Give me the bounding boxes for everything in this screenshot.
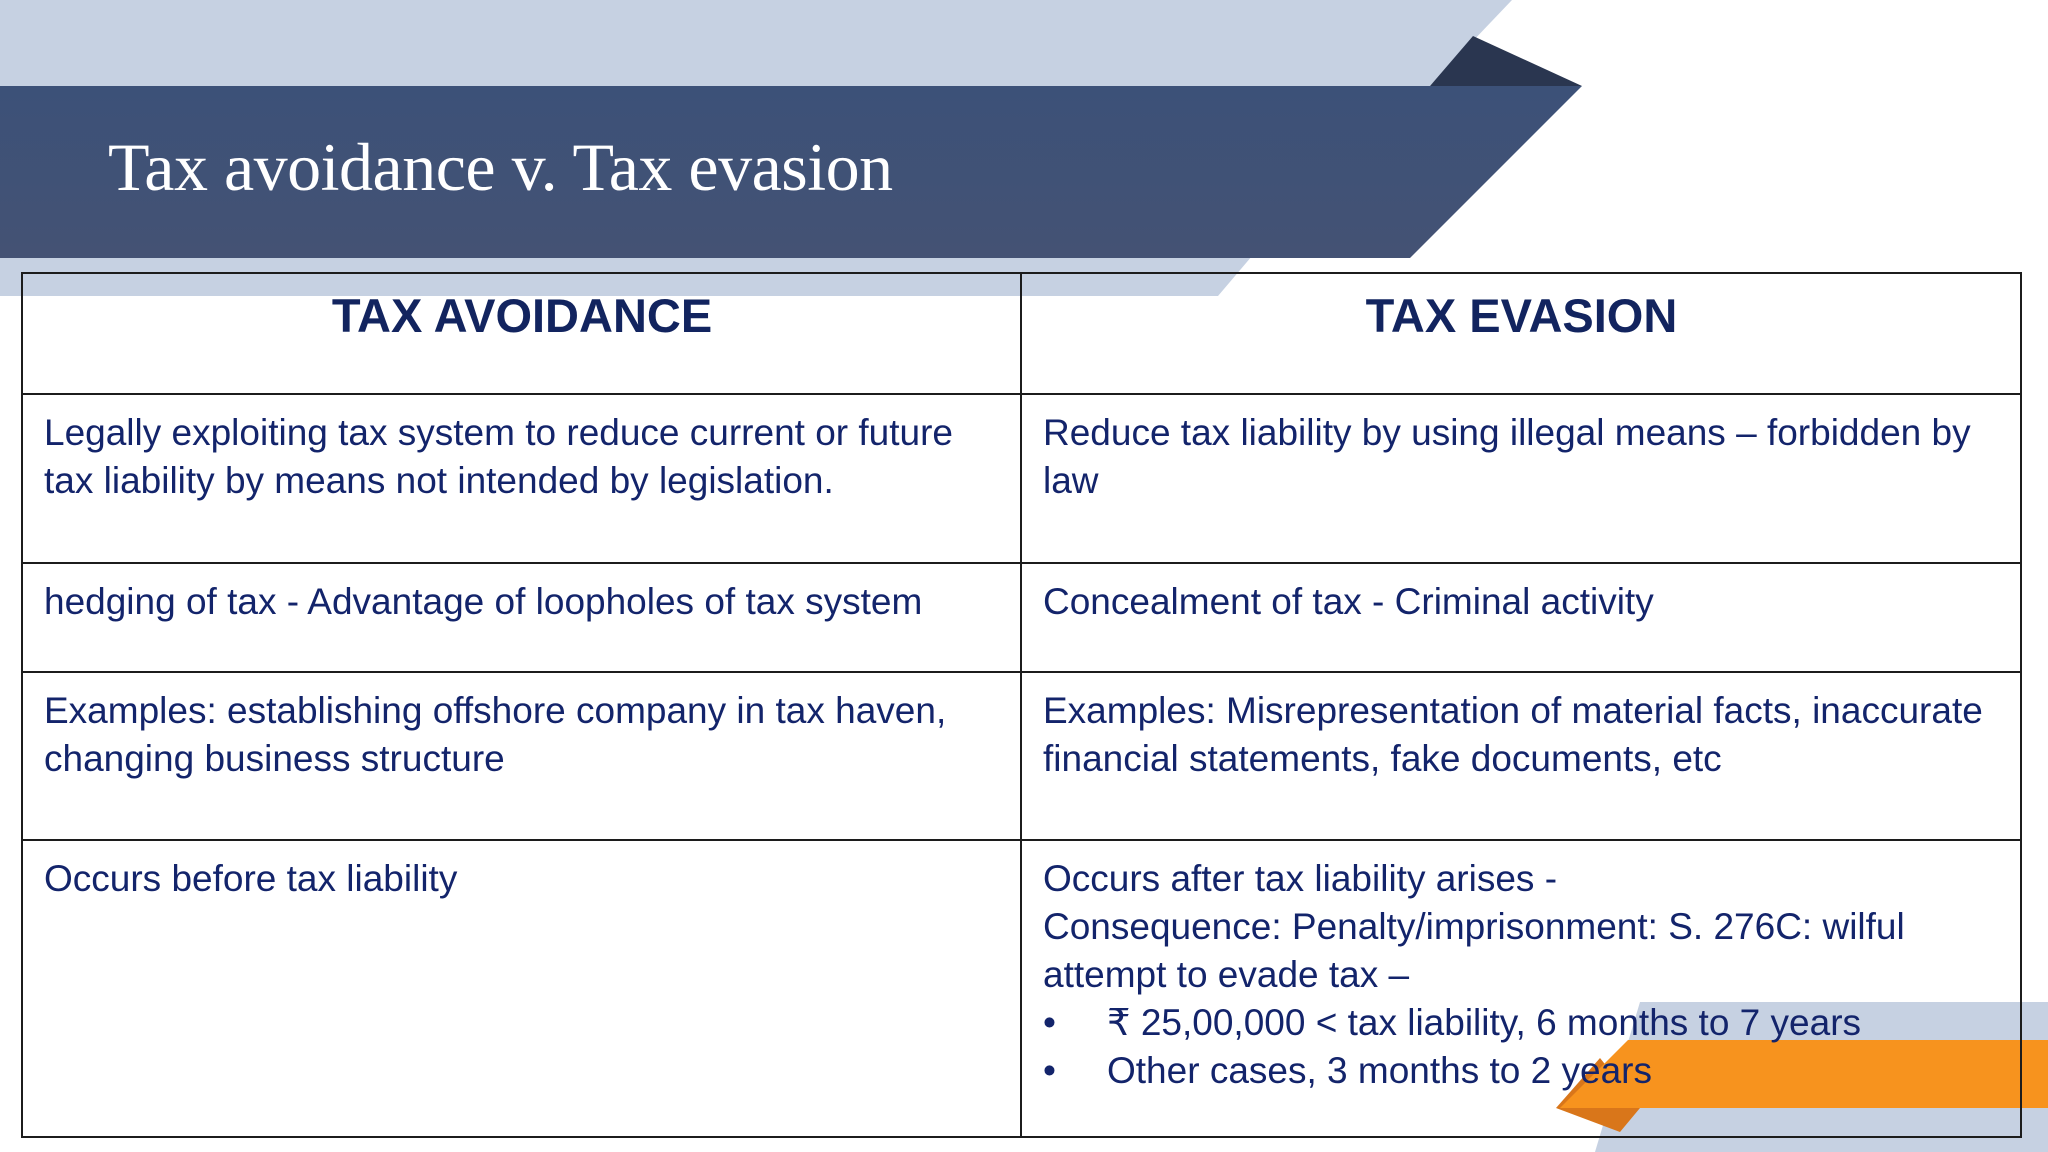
list-item (1043, 1047, 2000, 1095)
table-row (22, 672, 2021, 840)
top-light-band (0, 0, 1512, 86)
table-row (22, 394, 2021, 563)
table-row (22, 840, 2021, 1137)
evasion-timing-cell (1021, 840, 2021, 1137)
evasion-consequence: Consequence: Penalty/imprisonment: S. 276C: wilful attempt to evade tax – (1043, 906, 1905, 995)
avoidance-timing: Occurs before tax liability (22, 840, 1021, 1137)
avoidance-nature: hedging of tax - Advantage of loopholes of tax system (22, 563, 1021, 672)
avoidance-definition: Legally exploiting tax system to reduce current or future tax liability by means not intended by legislation. (22, 394, 1021, 563)
evasion-timing: Occurs after tax liability arises - (1043, 858, 1558, 899)
bullet-marker: • (1043, 1002, 1056, 1043)
header-tax-evasion: TAX EVASION (1021, 273, 2021, 394)
comparison-table (21, 272, 2022, 1138)
penalty-item-high: ₹ 25,00,000 < tax liability, 6 months to 7 years (1107, 1002, 1862, 1043)
avoidance-examples: Examples: establishing offshore company in tax haven, changing business structure (22, 672, 1021, 840)
penalty-list (1043, 999, 2000, 1095)
table-row (22, 563, 2021, 672)
list-item (1043, 999, 2000, 1047)
header-tax-avoidance: TAX AVOIDANCE (22, 273, 1021, 394)
evasion-nature: Concealment of tax - Criminal activity (1021, 563, 2021, 672)
bullet-marker: • (1043, 1050, 1056, 1091)
penalty-item-other: Other cases, 3 months to 2 years (1107, 1050, 1652, 1091)
slide-title: Tax avoidance v. Tax evasion (108, 129, 893, 205)
table-header-row (22, 273, 2021, 394)
evasion-examples: Examples: Misrepresentation of material facts, inaccurate financial statements, fake documents, etc (1021, 672, 2021, 840)
evasion-definition: Reduce tax liability by using illegal means – forbidden by law (1021, 394, 2021, 563)
